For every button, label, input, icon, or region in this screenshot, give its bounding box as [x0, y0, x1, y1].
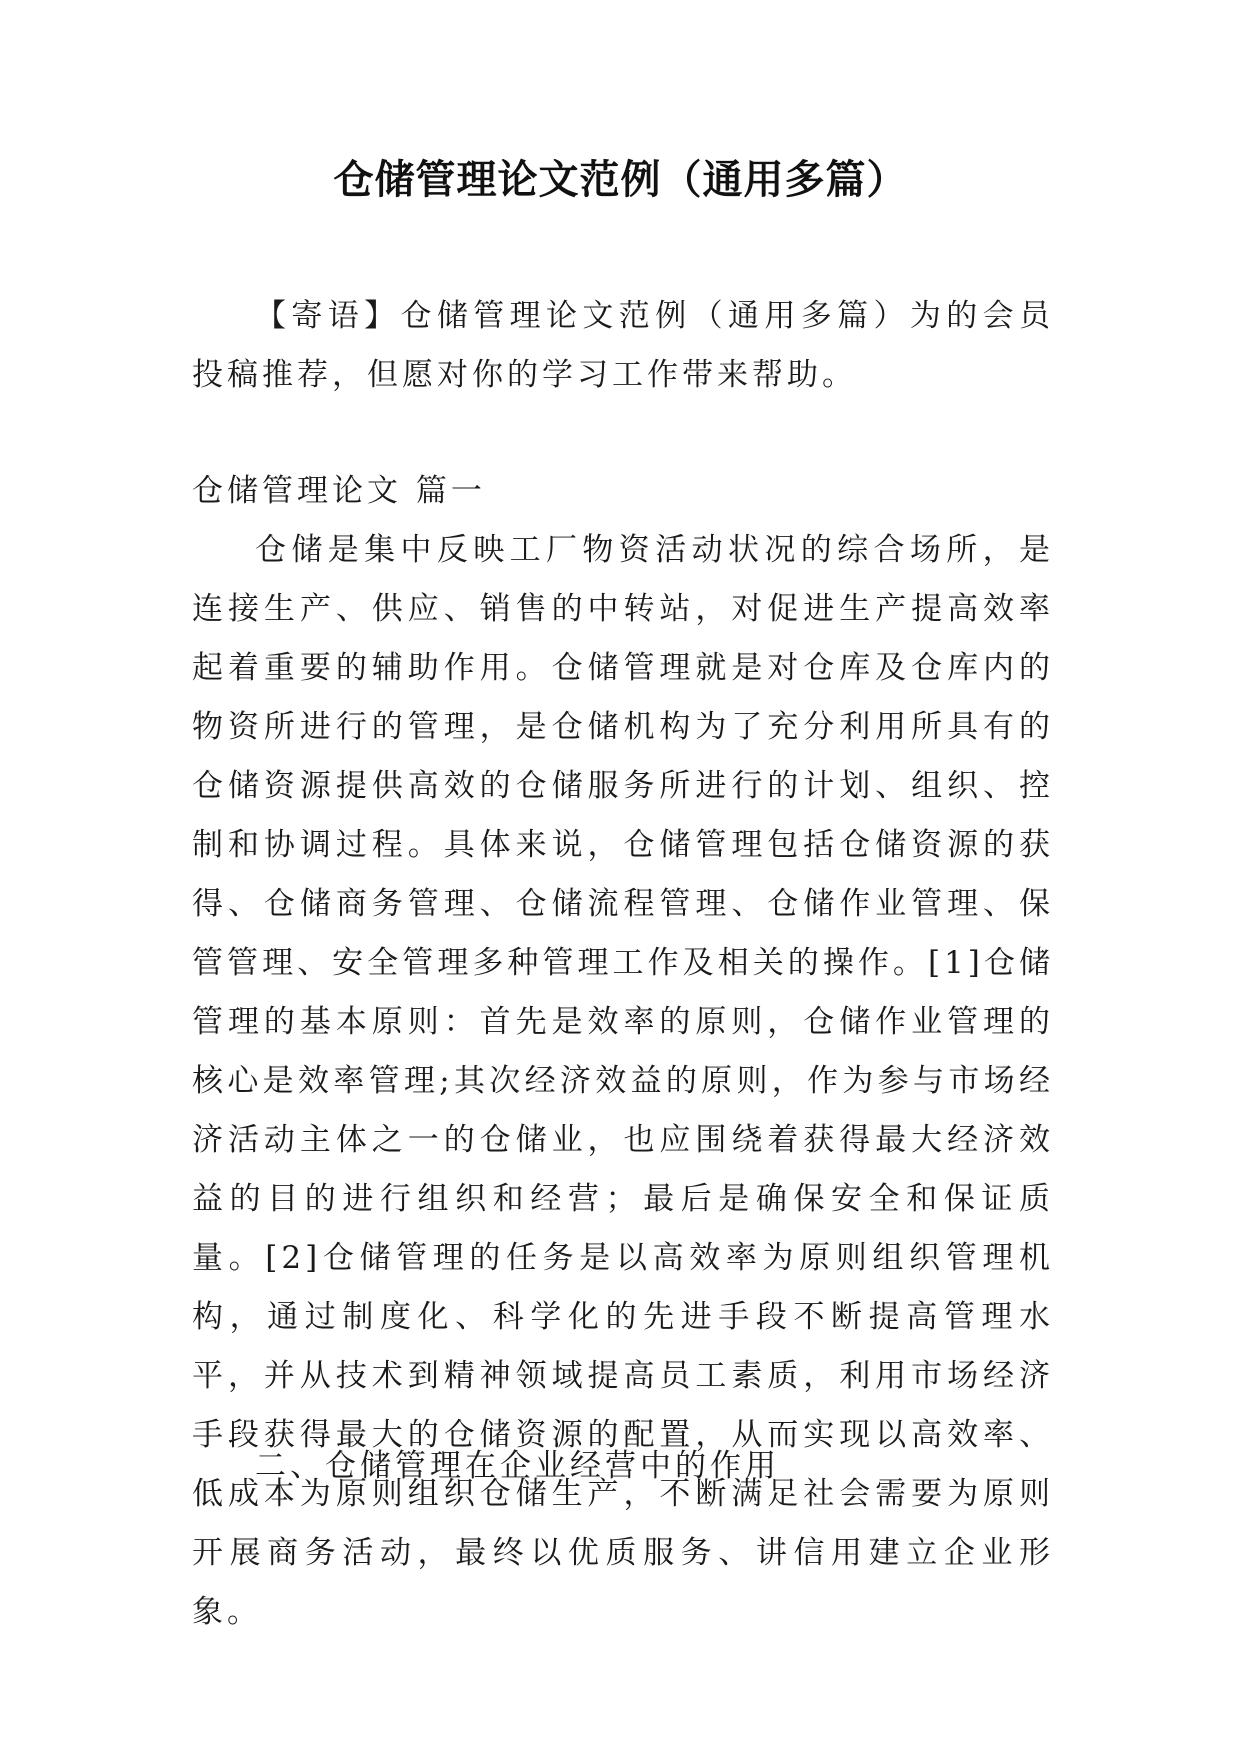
subsection-heading: 二、仓储管理在企业经营中的作用 [255, 1448, 780, 1484]
foreword-paragraph: 【寄语】仓储管理论文范例（通用多篇）为的会员投稿推荐，但愿对你的学习工作带来帮助。 [192, 298, 1054, 393]
document-title: 仓储管理论文范例（通用多篇） [333, 157, 908, 203]
section-heading: 仓储管理论文 篇一 [192, 473, 486, 509]
body-paragraph: 仓储是集中反映工厂物资活动状况的综合场所，是连接生产、供应、销售的中转站，对促进生产提高效率起着重要的辅助作用。仓储管理就是对仓库及仓库内的物资所进行的管理，是仓储机构为了充分利用所具有的仓储资源提供高效的仓储服务所进行的计划、组织、控制和协调过程。具体来说，仓储管理包括仓储资源的获得、仓储商务管理、仓储流程管理、仓储作业管理、保管管理、安全管理多种管理工作及相关的操作。[1]仓储管理的基本原则：首先是效率的原则，仓储作业管理的核心是效率管理;其次经济效益的原则，作为参与市场经济活动主体之一的仓储业，也应围绕着获得最大经济效益的目的进行组织和经营；最后是确保安全和保证质量。[2]仓储管理的任务是以高效率为原则组织管理机构，通过制度化、科学化的先进手段不断提高管理水平，并从技术到精神领域提高员工素质，利用市场经济手段获得最大的仓储资源的配置，从而实现以高效率、低成本为原则组织仓储生产，不断满足社会需要为原则开展商务活动，最终以优质服务、讲信用建立企业形象。 [192, 532, 1054, 1630]
